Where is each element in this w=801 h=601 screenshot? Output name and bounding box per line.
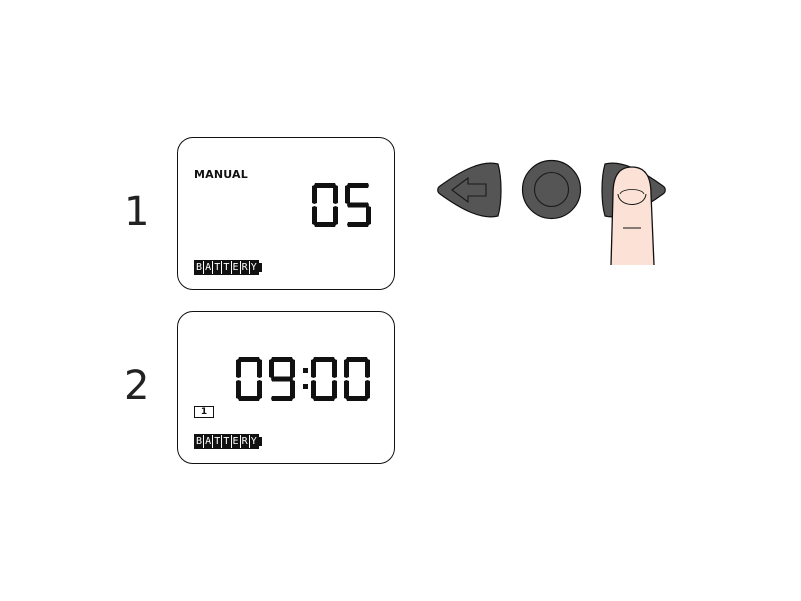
- segment-d: [347, 222, 369, 227]
- segment-b: [290, 359, 295, 378]
- segment-b: [257, 359, 262, 378]
- segment-a: [271, 357, 293, 362]
- lcd-digit-5: [345, 183, 371, 227]
- colon-dot: [303, 384, 308, 389]
- segment-e: [344, 380, 349, 399]
- segment-f: [344, 359, 349, 378]
- segment-e: [312, 206, 317, 225]
- battery-letter: T: [223, 262, 230, 273]
- control-buttons: [432, 150, 672, 270]
- segment-f: [345, 185, 350, 204]
- segment-d: [271, 396, 293, 401]
- segment-a: [313, 357, 335, 362]
- battery-cap: [259, 263, 262, 272]
- lcd-digits: [312, 183, 378, 228]
- segment-g: [271, 377, 293, 382]
- finger-press-icon: [611, 167, 654, 265]
- battery-label: [194, 260, 259, 275]
- segment-d: [346, 396, 368, 401]
- colon-dot: [303, 368, 308, 373]
- battery-indicator: [194, 260, 262, 275]
- segment-a: [347, 183, 369, 188]
- segment-a: [314, 183, 336, 188]
- lcd-digit-0: [312, 183, 338, 227]
- segment-d: [313, 396, 335, 401]
- battery-indicator: [194, 434, 262, 449]
- segment-g: [347, 203, 369, 208]
- segment-b: [333, 185, 338, 204]
- segment-b: [332, 359, 337, 378]
- battery-letter: T: [223, 436, 230, 447]
- segment-e: [311, 380, 316, 399]
- segment-e: [236, 380, 241, 399]
- battery-letter: E: [232, 436, 239, 447]
- segment-a: [238, 357, 260, 362]
- lcd-digits: [236, 357, 378, 402]
- lcd-display-step-2: [177, 311, 395, 464]
- segment-f: [312, 185, 317, 204]
- lcd-digit-0: [236, 357, 262, 401]
- battery-label: [194, 434, 259, 449]
- mode-label: MANUAL: [194, 168, 248, 181]
- segment-f: [311, 359, 316, 378]
- battery-letter: A: [205, 436, 212, 447]
- battery-letter: Y: [250, 262, 257, 273]
- battery-letter: R: [241, 436, 248, 447]
- battery-letter: T: [214, 262, 221, 273]
- lcd-digit-0: [311, 357, 337, 401]
- segment-f: [236, 359, 241, 378]
- step-number-2: 2: [124, 363, 150, 409]
- program-number-badge: 1: [194, 406, 214, 418]
- left-arrow-button[interactable]: [438, 163, 501, 217]
- lcd-digit-9: [269, 357, 295, 401]
- battery-letter: T: [214, 436, 221, 447]
- battery-letter: Y: [250, 436, 257, 447]
- lcd-display-step-1: [177, 137, 395, 290]
- segment-a: [346, 357, 368, 362]
- battery-letter: B: [196, 436, 203, 447]
- segment-f: [269, 359, 274, 378]
- segment-d: [238, 396, 260, 401]
- lcd-digit-0: [344, 357, 370, 401]
- battery-cap: [259, 437, 262, 446]
- battery-letter: A: [205, 262, 212, 273]
- center-button[interactable]: [523, 161, 581, 219]
- battery-letter: E: [232, 262, 239, 273]
- battery-letter: R: [241, 262, 248, 273]
- segment-b: [365, 359, 370, 378]
- segment-d: [314, 222, 336, 227]
- step-number-1: 1: [124, 189, 150, 235]
- battery-letter: B: [196, 262, 203, 273]
